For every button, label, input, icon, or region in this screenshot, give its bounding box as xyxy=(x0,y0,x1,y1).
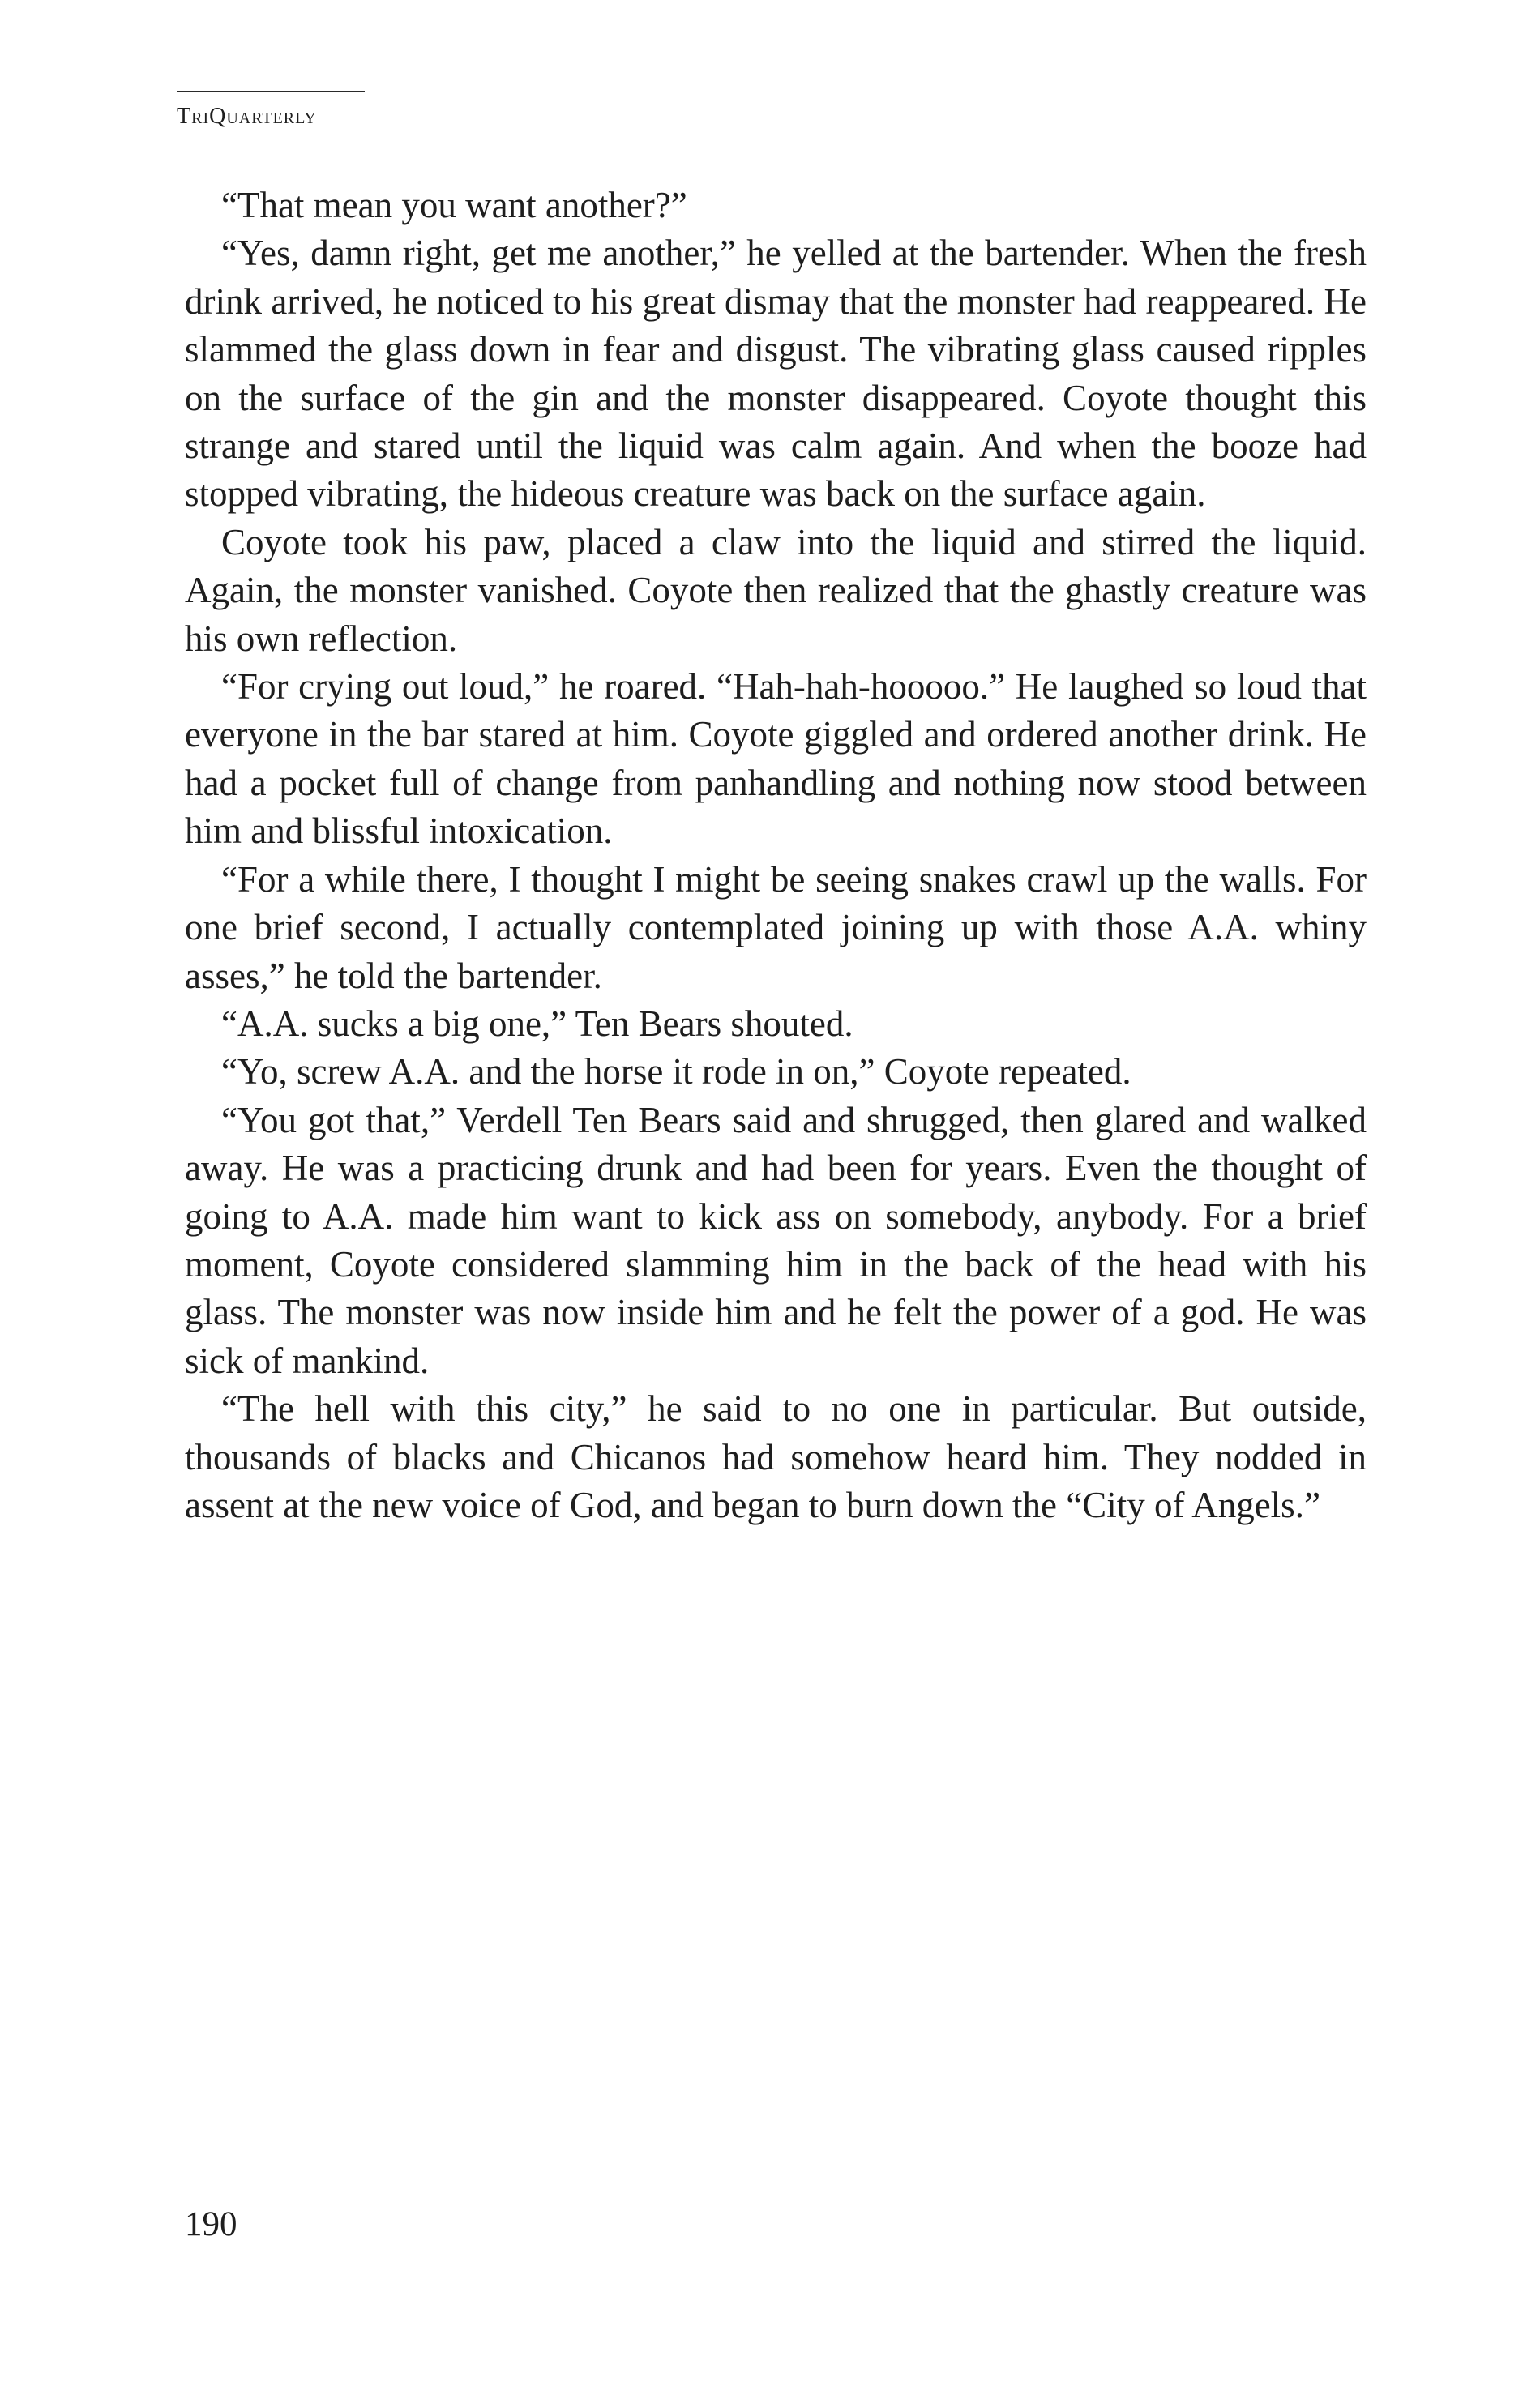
header-rule xyxy=(177,91,365,92)
paragraph: “A.A. sucks a big one,” Ten Bears shouted. xyxy=(221,1003,853,1044)
paragraph: “Yes, damn right, get me another,” he yelled at the bartender. When the fresh drink arrived, he noticed to his great dismay that the monster had reappeared. He slammed the glass down in fear and disgust. The vibrating glass caused ripples on the surface of the gin and the monster disappeared. Coyote thought this strange and stared until the liquid was calm again. And when the booze had stopped vibrating, the hideous creature was back on the surface again. xyxy=(185,233,1367,515)
page-number: 190 xyxy=(185,2205,237,2243)
running-header xyxy=(177,91,365,130)
paragraph: Coyote took his paw, placed a claw into the liquid and stirred the liquid. Again, the monster vanished. Coyote then realized that the ghastly creature was his own reflection. xyxy=(185,521,1367,659)
paragraph: “You got that,” Verdell Ten Bears said and shrugged, then glared and walked away. He was a practicing drunk and had been for years. Even the thought of going to A.A. made him want to kick ass on somebody, anybody. For a brief moment, Coyote considered slamming him in the back of the head with his glass. The monster was now inside him and he felt the power of a god. He was sick of mankind. xyxy=(185,1099,1367,1381)
paragraph: “That mean you want another?” xyxy=(221,185,687,225)
paragraph: “For crying out loud,” he roared. “Hah-hah-hooooo.” He laughed so loud that everyone in the bar stared at him. Coyote giggled and ordered another drink. He had a pocket full of change from panhandling and nothing now stood between him and blissful intoxication. xyxy=(185,666,1367,852)
paragraph: “The hell with this city,” he said to no one in particular. But outside, thousands of blacks and Chicanos had somehow heard him. They nodded in assent at the new voice of God, and began to burn down the “City of Angels.” xyxy=(185,1388,1367,1525)
story-text xyxy=(185,182,1367,1529)
journal-name: TriQuarterly xyxy=(177,104,317,129)
paragraph: “Yo, screw A.A. and the horse it rode in on,” Coyote repeated. xyxy=(221,1051,1131,1092)
paragraph: “For a while there, I thought I might be seeing snakes crawl up the walls. For one brief second, I actually contemplated joining up with those A.A. whiny asses,” he told the bartender. xyxy=(185,858,1367,996)
